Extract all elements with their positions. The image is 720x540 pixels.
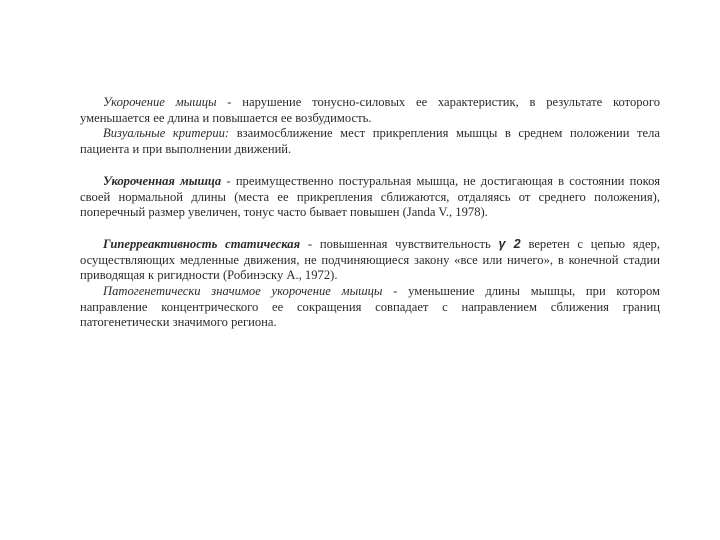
- definition-text-static-hyperreactivity-b: веретен с цепью ядер, осуществляющих медленные движения, не подчиняющиеся закону «все или ничего», в конечной стадии приводящая к ригидности (Робинэску А., 1972).: [80, 236, 660, 283]
- definition-text-static-hyperreactivity-a: - повышенная чувствительность: [300, 236, 499, 251]
- term-visual-criteria: Визуальные критерии:: [103, 126, 230, 141]
- definition-muscle-shortening: [80, 95, 660, 126]
- definition-text-muscle-shortening: - нарушение тонусно-силовых ее характеристик, в результате которого уменьшается ее длина и повышается ее возбудимость.: [80, 95, 660, 125]
- definition-static-hyperreactivity: [80, 237, 660, 284]
- gamma-spindle-label: γ 2: [498, 236, 521, 251]
- paragraph-gap: [80, 221, 660, 237]
- definition-text-shortened-muscle: - преимущественно постуральная мышца, не достигающая в состоянии покоя своей нормальной длины (места ее прикрепления сближаются, отдаляясь от среднего положения), поперечный размер увеличен, тонус часто бывает повышен (Janda V., 1978).: [80, 173, 660, 220]
- definition-text-pathogenetic-shortening: - уменьшение длины мышцы, при котором направление концентрического ее сокращения совпадает с направлением сближения границ патогенетически значимого региона.: [80, 284, 660, 330]
- term-shortened-muscle: Укороченная мышца: [103, 173, 222, 188]
- definition-shortened-muscle: [80, 174, 660, 221]
- visual-criteria-text: взаимосближение мест прикрепления мышцы в среднем положении тела пациента и при выполнении движений.: [80, 126, 660, 157]
- term-muscle-shortening: Укорочение мышцы: [103, 95, 217, 109]
- visual-criteria: [80, 126, 660, 157]
- definition-pathogenetic-shortening: [80, 284, 660, 331]
- term-pathogenetic-shortening: Патогенетически значимое укорочение мышцы: [103, 284, 383, 299]
- paragraph-gap: [80, 158, 660, 174]
- term-static-hyperreactivity: Гиперреактивность статическая: [103, 236, 301, 251]
- text-block: [80, 95, 660, 331]
